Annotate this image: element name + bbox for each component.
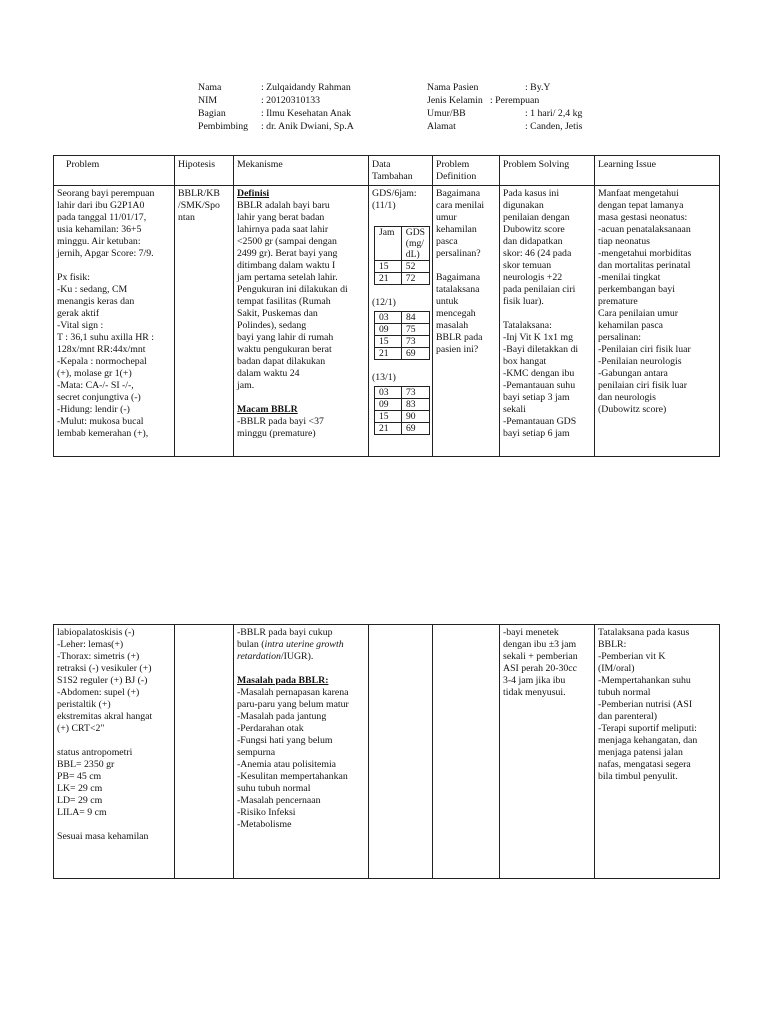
text-line: neurologis +22 (503, 272, 563, 283)
col-problem-definition-line: Definition (436, 171, 477, 182)
value-alamat: : Canden, Jetis (525, 121, 583, 132)
cell-learning-issue (595, 186, 720, 457)
problem-table-part2 (53, 624, 720, 879)
gds-hour: 09 (375, 324, 402, 336)
text-line: -Mata: CA-/- SI -/-, (57, 380, 134, 391)
gds-table-day3 (374, 386, 430, 435)
text-line: Px fisik: (57, 272, 90, 283)
mekanisme-line (237, 639, 365, 651)
text-line: kehamilan (436, 224, 477, 235)
text-line: sekali + pemberian (503, 651, 578, 662)
text-line: Seorang bayi perempuan (57, 188, 155, 199)
text-line (57, 819, 171, 831)
text-line: pada penilaian ciri (503, 284, 576, 295)
gds-row (375, 348, 430, 360)
value-jenis-kelamin: : Perempuan (490, 95, 540, 106)
text-line: pada tanggal 11/01/17, (57, 212, 147, 223)
text-line: -Thorax: simetris (+) (57, 651, 140, 662)
gds-hour: 21 (375, 423, 402, 435)
text-line: lembab kemerahan (+), (57, 428, 149, 439)
gds-date: (13/1) (372, 372, 396, 383)
line-group (57, 627, 171, 843)
line-group (57, 188, 171, 440)
text-line: -Pemberian nutrisi (ASI (598, 699, 693, 710)
cell-mekanisme (234, 625, 369, 879)
text-line: waktu pengukuran berat (237, 344, 332, 355)
text-line: dengan ibu ±3 jam (503, 639, 577, 650)
text-line: -bayi menetek (503, 627, 559, 638)
mekanisme-text: /IUGR). (280, 651, 314, 662)
text-line: bayi setiap 3 jam (503, 392, 570, 403)
text-line: PB= 45 cm (57, 771, 102, 782)
line-group (503, 188, 591, 440)
gds-value: 52 (401, 261, 429, 273)
text-line: Tatalaksana pada kasus (598, 627, 690, 638)
text-line: <2500 gr (sampai dengan (237, 236, 337, 247)
gds-header-jam: Jam (375, 227, 402, 261)
text-line: Bagaimana (436, 188, 481, 199)
text-line: -mengetahui morbiditas (598, 248, 692, 259)
text-line: Manfaat mengetahui (598, 188, 679, 199)
text-line: dan didapatkan (503, 236, 563, 247)
cell-problem (54, 186, 175, 457)
label-jenis-kelamin: Jenis Kelamin (427, 95, 483, 106)
col-problem-definition-line: Problem (436, 159, 470, 170)
text-line (436, 260, 496, 272)
cell-data-tambahan (369, 625, 433, 879)
gds-table-header (375, 227, 430, 261)
gds-row (375, 399, 430, 411)
gds-hour: 09 (375, 399, 402, 411)
text-line: -Inj Vit K 1x1 mg (503, 332, 573, 343)
cell-data-tambahan (369, 186, 433, 457)
gds-row (375, 387, 430, 399)
line-group (237, 200, 365, 392)
text-line: skor temuan (503, 260, 552, 271)
text-line: ditimbang dalam waktu I (237, 260, 336, 271)
text-line: -Metabolisme (237, 819, 292, 830)
gds-hour: 15 (375, 261, 402, 273)
text-line: -Kesulitan mempertahankan (237, 771, 348, 782)
text-line: -Masalah pernapasan karena (237, 687, 349, 698)
text-line: 2499 gr). Berat bayi yang (237, 248, 338, 259)
cell-problem (54, 625, 175, 879)
text-line: box hangat (503, 356, 547, 367)
text-line: -Risiko Infeksi (237, 807, 296, 818)
gds-hour: 03 (375, 312, 402, 324)
label-pembimbing: Pembimbing (198, 121, 249, 132)
gds-value: 69 (402, 423, 430, 435)
text-line: tidak menyusui. (503, 687, 566, 698)
text-line: (+) CRT<2" (57, 723, 105, 734)
gds-title: GDS/6jam: (372, 188, 417, 199)
text-line: menangis keras dan (57, 296, 135, 307)
text-line: Sesuai masa kehamilan (57, 831, 149, 842)
line-group (237, 687, 365, 831)
text-line: -Pemantauan GDS (503, 416, 577, 427)
text-line: cara menilai (436, 200, 485, 211)
gds-table-day2 (374, 311, 430, 360)
text-line: Pada kasus ini (503, 188, 560, 199)
text-line (57, 260, 171, 272)
gds-header-value: GDS (mg/ dL) (401, 227, 429, 261)
label-nama-pasien: Nama Pasien (427, 82, 479, 93)
text-line: Polindes), sedang (237, 320, 307, 331)
gds-rows (375, 312, 430, 360)
gds-value: 72 (401, 273, 429, 285)
text-line: lahirnya pada saat lahir (237, 224, 329, 235)
text-line: suhu tubuh normal (237, 783, 311, 794)
col-data-tambahan-line: Data (372, 159, 391, 170)
text-line: (Dubowitz score) (598, 404, 667, 415)
cell-hipotesis (175, 625, 234, 879)
text-line: retraksi (-) vesikuler (+) (57, 663, 152, 674)
cell-problem-solving (500, 625, 595, 879)
text-line: BBLR adalah bayi baru (237, 200, 330, 211)
gds-row (375, 324, 430, 336)
text-line: tempat fasilitas (Rumah (237, 296, 331, 307)
text-line: untuk (436, 296, 459, 307)
value-pembimbing: : dr. Anik Dwiani, Sp.A (261, 121, 354, 132)
text-line: LD= 29 cm (57, 795, 103, 806)
gds-table-day1 (374, 226, 430, 285)
text-line: secret conjungtiva (-) (57, 392, 141, 403)
line-group (598, 188, 716, 416)
text-line: Dubowitz score (503, 224, 565, 235)
text-line: peristaltik (+) (57, 699, 111, 710)
label-alamat: Alamat (427, 121, 456, 132)
value-nim: : 20120310133 (261, 95, 321, 106)
definisi-heading: Definisi (237, 188, 270, 199)
text-line: T : 36,1 suhu axilla HR : (57, 332, 154, 343)
mekanisme-line (237, 651, 365, 663)
gds-row (375, 336, 430, 348)
text-line (503, 308, 591, 320)
gds-row (375, 273, 430, 285)
mekanisme-text: bulan ( (237, 639, 265, 650)
text-line: sempurna (237, 747, 276, 758)
mekanisme-italic-text: intra uterine growth (264, 639, 344, 650)
col-problem: Problem (54, 156, 175, 186)
text-line: -Penilaian neurologis (598, 356, 682, 367)
gds-date: (11/1) (372, 200, 396, 211)
col-data-tambahan (369, 156, 433, 186)
text-line: labiopalatoskisis (-) (57, 627, 135, 638)
gds-hour: 21 (375, 273, 402, 285)
gds-hour: 03 (375, 387, 402, 399)
gds-row (375, 411, 430, 423)
col-hipotesis: Hipotesis (175, 156, 234, 186)
text-line: penilaian dengan (503, 212, 570, 223)
table-body-row (54, 186, 720, 457)
cell-learning-issue (595, 625, 720, 879)
text-line: perkembangan bayi (598, 284, 675, 295)
text-line: kehamilan pasca (598, 320, 664, 331)
text-line: Tatalaksana: (503, 320, 552, 331)
col-problem-solving: Problem Solving (500, 156, 595, 186)
text-line: tubuh normal (598, 687, 651, 698)
line-group (503, 627, 591, 699)
text-line: menjaga patensi jalan (598, 747, 683, 758)
text-line: ekstremitas akral hangat (57, 711, 153, 722)
value-bagian: : Ilmu Kesehatan Anak (261, 108, 352, 119)
text-line: ASI perah 20-30cc (503, 663, 577, 674)
text-line: BBLR/KB (178, 188, 220, 199)
text-line: S1S2 reguler (+) BJ (-) (57, 675, 148, 686)
text-line: -Penilaian ciri fisik luar (598, 344, 691, 355)
label-umur-bb: Umur/BB (427, 108, 466, 119)
line-group (237, 416, 365, 440)
text-line: -Kepala : normochepal (57, 356, 147, 367)
text-line: masalah (436, 320, 469, 331)
text-line: -Fungsi hati yang belum (237, 735, 333, 746)
text-line: jam pertama setelah lahir. (237, 272, 338, 283)
text-line: Bagaimana (436, 272, 481, 283)
text-line: persalinan: (598, 332, 641, 343)
text-line: status antropometri (57, 747, 133, 758)
text-line: -menilai tingkat (598, 272, 661, 283)
text-line: mencegah (436, 308, 476, 319)
text-line: tiap neonatus (598, 236, 650, 247)
text-line: BBLR: (598, 639, 627, 650)
text-line: -acuan penatalaksanaan (598, 224, 691, 235)
macam-bblr-heading: Macam BBLR (237, 404, 298, 415)
cell-problem-definition (433, 625, 500, 879)
text-line: Cara penilaian umur (598, 308, 678, 319)
text-line: -Mulut: mukosa bucal (57, 416, 144, 427)
text-line: pasca (436, 236, 458, 247)
value-umur-bb: : 1 hari/ 2,4 kg (525, 108, 583, 119)
cell-problem-solving (500, 186, 595, 457)
text-line: -Perdarahan otak (237, 723, 304, 734)
text-line: menjaga kehangatan, dan (598, 735, 698, 746)
text-line: ntan (178, 212, 195, 223)
text-line: nafas, mengatasi segera (598, 759, 691, 770)
table-header-row (54, 156, 720, 186)
gds-rows (375, 387, 430, 435)
label-nama: Nama (198, 82, 222, 93)
text-line: minggu (premature) (237, 428, 316, 439)
text-line: paru-paru yang belum matur (237, 699, 349, 710)
gds-hour: 15 (375, 411, 402, 423)
text-line: persalinan? (436, 248, 481, 259)
text-line: -Pemberian vit K (598, 651, 666, 662)
table-body-row (54, 625, 720, 879)
text-line: bila timbul penyulit. (598, 771, 678, 782)
gds-hour: 21 (375, 348, 402, 360)
cell-mekanisme (234, 186, 369, 457)
text-line: digunakan (503, 200, 544, 211)
gds-value: 83 (402, 399, 430, 411)
text-line: Sakit, Puskemas dan (237, 308, 318, 319)
text-line: -Terapi suportif meliputi: (598, 723, 697, 734)
text-line: lahir dari ibu G2P1A0 (57, 200, 145, 211)
text-line: (IM/oral) (598, 663, 635, 674)
text-line: -KMC dengan ibu (503, 368, 575, 379)
text-line: skor: 46 (24 pada (503, 248, 572, 259)
text-line: gerak aktif (57, 308, 100, 319)
text-line: umur (436, 212, 457, 223)
text-line: dalam waktu 24 (237, 368, 300, 379)
gds-value: 90 (402, 411, 430, 423)
text-line: masa gestasi neonatus: (598, 212, 688, 223)
line-group (598, 627, 716, 783)
text-line: jam. (237, 380, 255, 391)
cell-hipotesis (175, 186, 234, 457)
text-line: dengan tepat lamanya (598, 200, 684, 211)
text-line: (+), molase gr 1(+) (57, 368, 132, 379)
col-data-tambahan-line: Tambahan (372, 171, 413, 182)
line-group (436, 188, 496, 356)
text-line: fisik luar). (503, 296, 544, 307)
text-line: badan dapat dilakukan (237, 356, 326, 367)
col-learning-issue: Learning Issue (595, 156, 720, 186)
text-line: BBL= 2350 gr (57, 759, 115, 770)
text-line: premature (598, 296, 638, 307)
gds-value: 73 (402, 336, 430, 348)
gds-rows (375, 261, 430, 285)
text-line: lahir yang berat badan (237, 212, 325, 223)
text-line: -Abdomen: supel (+) (57, 687, 140, 698)
text-line: bayi yang lahir di rumah (237, 332, 334, 343)
text-line: BBLR pada (436, 332, 483, 343)
text-line (57, 735, 171, 747)
text-line: tatalaksana (436, 284, 480, 295)
text-line: sekali (503, 404, 526, 415)
text-line: 128x/mnt RR:44x/mnt (57, 344, 146, 355)
text-line: minggu. Air ketuban: (57, 236, 141, 247)
text-line: usia kehamilan: 36+5 (57, 224, 142, 235)
text-line: jernih, Apgar Score: 7/9. (57, 248, 154, 259)
line-group (178, 188, 230, 224)
masalah-bblr-heading: Masalah pada BBLR: (237, 675, 329, 686)
text-line: dan mortalitas perinatal (598, 260, 691, 271)
col-mekanisme: Mekanisme (234, 156, 369, 186)
text-line: -Pemantauan suhu (503, 380, 576, 391)
text-line: -Leher: lemas(+) (57, 639, 124, 650)
gds-value: 69 (402, 348, 430, 360)
text-line: Pengukuran ini dilakukan di (237, 284, 348, 295)
gds-value: 75 (402, 324, 430, 336)
text-line: -Vital sign : (57, 320, 104, 331)
text-line: -Hidung: lendir (-) (57, 404, 130, 415)
label-nim: NIM (198, 95, 218, 106)
gds-date: (12/1) (372, 297, 396, 308)
label-bagian: Bagian (198, 108, 226, 119)
text-line: -Bayi diletakkan di (503, 344, 579, 355)
col-problem-definition (433, 156, 500, 186)
mekanisme-line: -BBLR pada bayi cukup (237, 627, 333, 638)
text-line: dan parenteral) (598, 711, 658, 722)
value-nama-pasien: : By.Y (525, 82, 551, 93)
gds-value: 84 (402, 312, 430, 324)
text-line: -Anemia atau polisitemia (237, 759, 337, 770)
gds-row (375, 312, 430, 324)
gds-hour: 15 (375, 336, 402, 348)
text-line: 3-4 jam jika ibu (503, 675, 566, 686)
mekanisme-italic-text: retardation (237, 651, 281, 662)
cell-problem-definition (433, 186, 500, 457)
text-line: -Masalah pada jantung (237, 711, 327, 722)
text-line: bayi setiap 6 jam (503, 428, 570, 439)
text-line: -BBLR pada bayi <37 (237, 416, 324, 427)
text-line: dan neurologis (598, 392, 656, 403)
problem-table-part1 (53, 155, 720, 457)
text-line: penilaian ciri fisik luar (598, 380, 687, 391)
text-line: -Masalah pencernaan (237, 795, 321, 806)
gds-value: 73 (402, 387, 430, 399)
text-line: LILA= 9 cm (57, 807, 107, 818)
value-nama: : Zulqaidandy Rahman (261, 82, 351, 93)
text-line: -Gabungan antara (598, 368, 668, 379)
text-line: -Mempertahankan suhu (598, 675, 691, 686)
text-line: LK= 29 cm (57, 783, 103, 794)
text-line: pasien ini? (436, 344, 479, 355)
text-line: /SMK/Spo (178, 200, 220, 211)
gds-row (375, 261, 430, 273)
gds-row (375, 423, 430, 435)
text-line: -Ku : sedang, CM (57, 284, 128, 295)
